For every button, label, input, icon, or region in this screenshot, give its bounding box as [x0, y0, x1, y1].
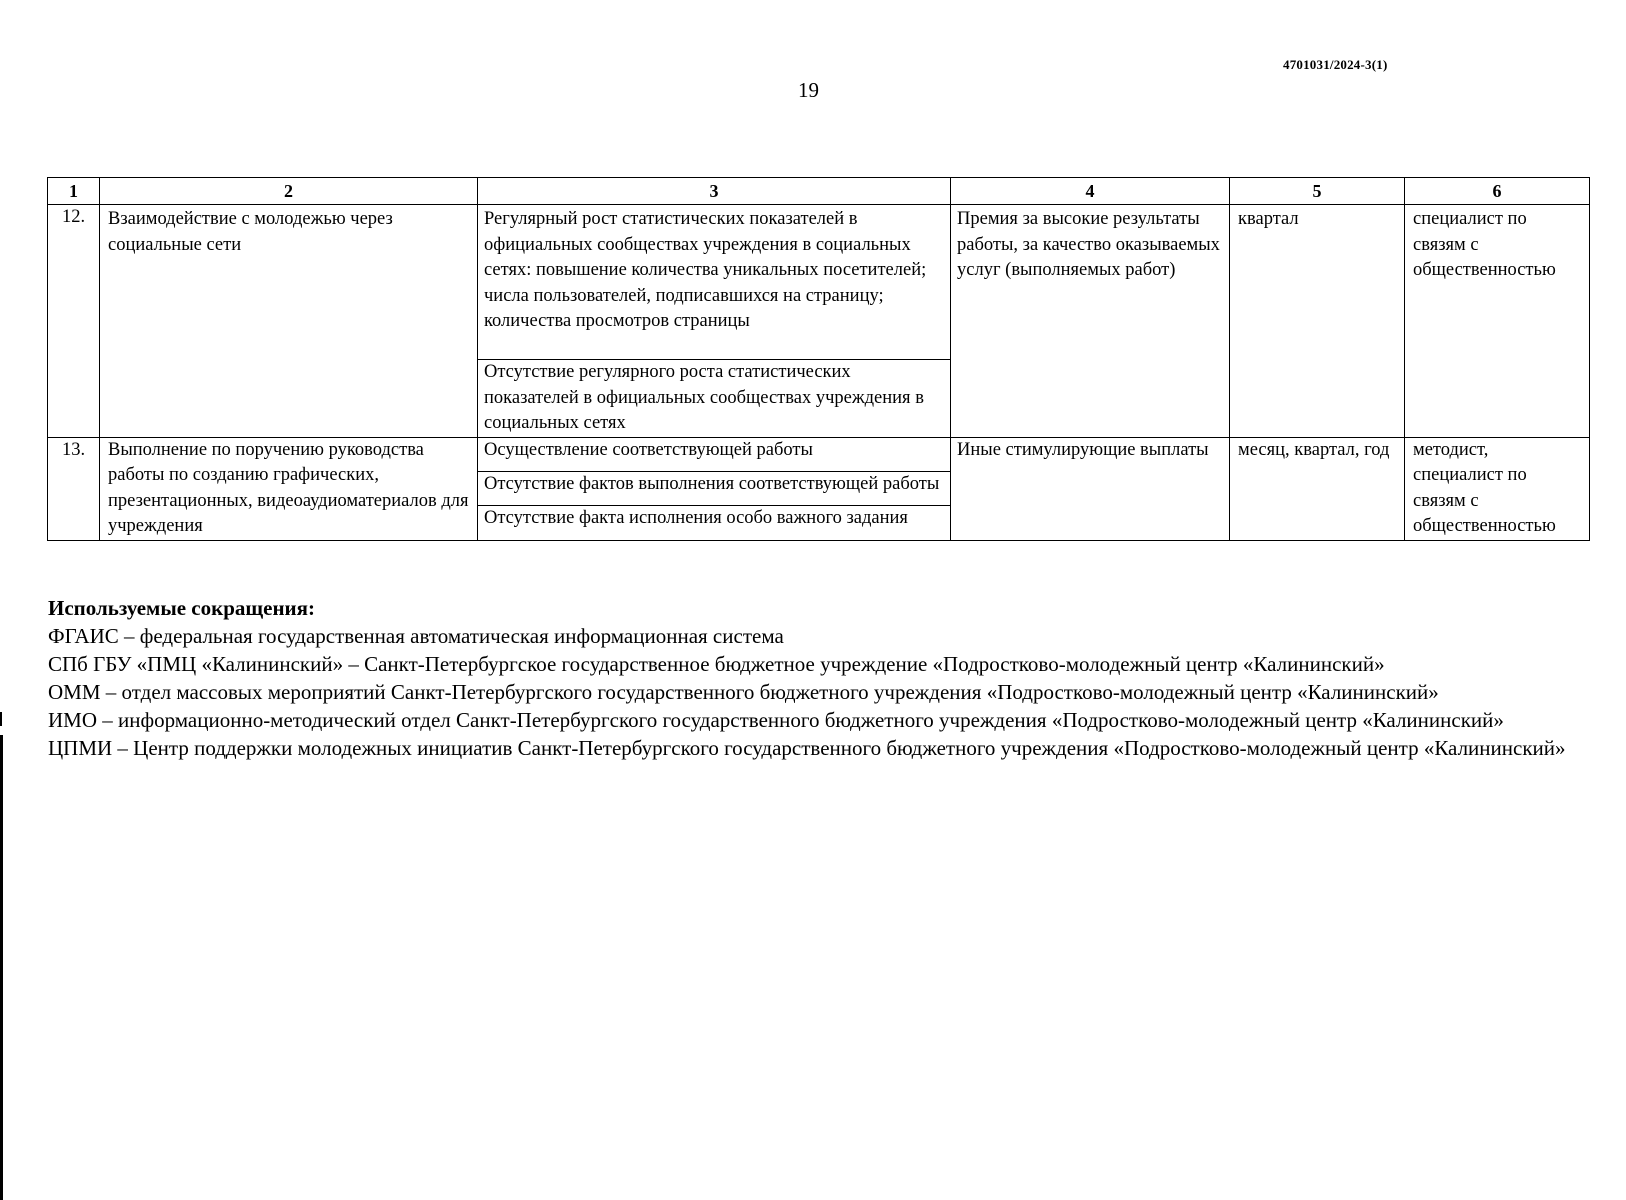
responsible-cell: специалист по связям с общественностью [1405, 205, 1590, 438]
column-header: 1 [48, 178, 100, 205]
criterion-cell: Отсутствие факта исполнения особо важного задания [478, 506, 951, 540]
margin-line [0, 735, 3, 1200]
table-header-row [48, 178, 1590, 205]
row-number: 13. [48, 437, 100, 540]
indicator-cell: Взаимодействие с молодежью через социальные сети [100, 205, 478, 438]
abbreviations-section [48, 594, 1588, 762]
criterion-cell: Регулярный рост статистических показателей в официальных сообществах учреждения в социальных сетях: повышение количества уникальных посетителей; числа пользователей, подписавшихся на страницу; количества просмотров страницы [478, 205, 951, 360]
table-row [48, 437, 1590, 471]
page-number: 19 [798, 78, 819, 102]
abbreviation-item: ЦПМИ – Центр поддержки молодежных инициатив Санкт-Петербургского государственного бюджетного учреждения «Подростково-молодежный центр «Калининский» [48, 736, 1566, 760]
column-header: 3 [478, 178, 951, 205]
responsible-cell: методист, специалист по связям с общественностью [1405, 437, 1590, 540]
period-cell: месяц, квартал, год [1230, 437, 1405, 540]
abbreviation-item: ОММ – отдел массовых мероприятий Санкт-Петербургского государственного бюджетного учреждения «Подростково-молодежный центр «Калининский» [48, 680, 1439, 704]
payment-type-cell: Премия за высокие результаты работы, за качество оказываемых услуг (выполняемых работ) [951, 205, 1230, 438]
table-row [48, 205, 1590, 360]
column-header: 5 [1230, 178, 1405, 205]
abbreviation-item: ФГАИС – федеральная государственная автоматическая информационная система [48, 624, 784, 648]
abbreviation-item: СПб ГБУ «ПМЦ «Калининский» – Санкт-Петербургское государственное бюджетное учреждение «Подростково-молодежный центр «Калининский» [48, 652, 1385, 676]
column-header: 4 [951, 178, 1230, 205]
abbreviations-title: Используемые сокращения: [48, 596, 316, 620]
margin-mark [0, 712, 2, 726]
row-number: 12. [48, 205, 100, 438]
abbreviation-item: ИМО – информационно-методический отдел Санкт-Петербургского государственного бюджетного учреждения «Подростково-молодежный центр «Калининский» [48, 708, 1504, 732]
document-id: 4701031/2024-3(1) [1283, 57, 1388, 72]
payment-type-cell: Иные стимулирующие выплаты [951, 437, 1230, 540]
criterion-cell: Отсутствие регулярного роста статистических показателей в официальных сообществах учреждения в социальных сетях [478, 360, 951, 438]
criterion-cell: Осуществление соответствующей работы [478, 437, 951, 471]
column-header: 2 [100, 178, 478, 205]
criteria-table [47, 177, 1590, 541]
period-cell: квартал [1230, 205, 1405, 438]
column-header: 6 [1405, 178, 1590, 205]
indicator-cell: Выполнение по поручению руководства работы по созданию графических, презентационных, видеоаудиоматериалов для учреждения [100, 437, 478, 540]
criterion-cell: Отсутствие фактов выполнения соответствующей работы [478, 471, 951, 505]
